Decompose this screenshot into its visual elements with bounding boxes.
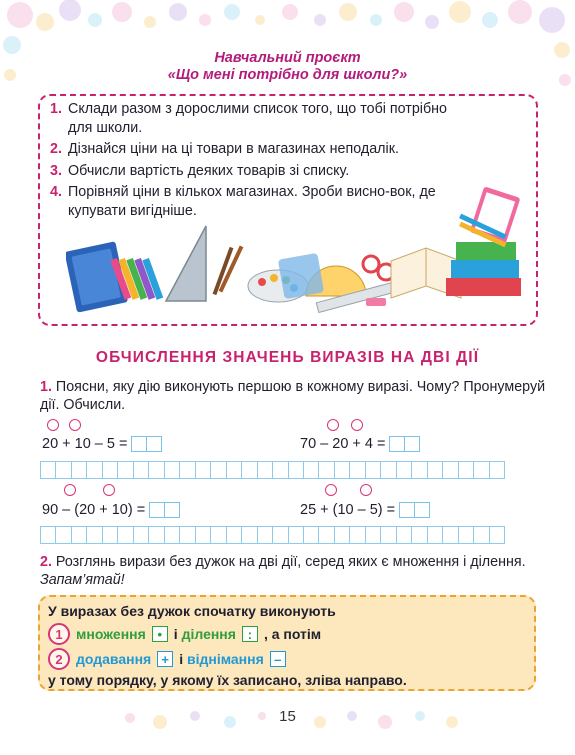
grid-cell[interactable] — [195, 461, 211, 479]
grid-cell[interactable] — [272, 461, 288, 479]
task-item — [50, 140, 470, 159]
grid-cell[interactable] — [40, 526, 56, 544]
section-title: ОБЧИСЛЕННЯ ЗНАЧЕНЬ ВИРАЗІВ НА ДВІ ДІЇ — [95, 349, 480, 366]
exercise-number: 2. — [40, 554, 52, 570]
grid-cell[interactable] — [241, 461, 257, 479]
grid-cell[interactable] — [427, 461, 443, 479]
action-order-circle[interactable] — [47, 419, 59, 431]
page-number: 15 — [279, 708, 296, 725]
expression — [300, 502, 429, 518]
grid-cell[interactable] — [226, 526, 242, 544]
grid-cell[interactable] — [303, 461, 319, 479]
books-stack-icon — [446, 242, 521, 296]
grid-cell[interactable] — [148, 461, 164, 479]
grid-cell[interactable] — [288, 461, 304, 479]
answer-grid[interactable] — [40, 526, 534, 544]
addition-sign-icon: + — [157, 651, 173, 667]
grid-cell[interactable] — [365, 526, 381, 544]
grid-cell[interactable] — [380, 461, 396, 479]
grid-cell[interactable] — [71, 526, 87, 544]
grid-cell[interactable] — [102, 461, 118, 479]
project-title-line1: Навчальний проєкт — [214, 50, 361, 66]
expression — [42, 502, 179, 518]
expression-text: 70 – 20 + 4 = — [300, 436, 386, 452]
expression-text: 90 – (20 + 10) = — [42, 502, 146, 518]
exercise-text: Поясни, яку дію виконують першою в кожному виразі. Чому? Пронумеруй дії. Обчисли. — [40, 379, 546, 413]
action-order-circle[interactable] — [69, 419, 81, 431]
eraser-icon — [366, 298, 386, 306]
grid-cell[interactable] — [55, 526, 71, 544]
answer-field[interactable] — [149, 502, 179, 518]
exercise-2-prompt — [40, 553, 560, 589]
grid-cell[interactable] — [489, 526, 505, 544]
grid-cell[interactable] — [164, 526, 180, 544]
task-number: 1. — [50, 101, 62, 117]
grid-cell[interactable] — [241, 526, 257, 544]
task-number: 2. — [50, 141, 62, 157]
grid-cell[interactable] — [458, 526, 474, 544]
grid-cell[interactable] — [195, 526, 211, 544]
grid-cell[interactable] — [411, 526, 427, 544]
grid-cell[interactable] — [179, 526, 195, 544]
grid-cell[interactable] — [40, 461, 56, 479]
rule-then: , а потім — [263, 626, 322, 642]
multiplication-label: множення — [76, 626, 146, 642]
task-item — [50, 162, 470, 181]
grid-cell[interactable] — [164, 461, 180, 479]
grid-cell[interactable] — [257, 461, 273, 479]
action-order-circle[interactable] — [360, 484, 372, 496]
grid-cell[interactable] — [71, 461, 87, 479]
grid-cell[interactable] — [210, 461, 226, 479]
rule-step-2 — [48, 648, 292, 670]
grid-cell[interactable] — [380, 526, 396, 544]
action-order-circle[interactable] — [351, 419, 363, 431]
school-supplies-illustration — [66, 186, 526, 316]
grid-cell[interactable] — [210, 526, 226, 544]
spiral-notepad-icon — [470, 186, 521, 243]
grid-cell[interactable] — [349, 461, 365, 479]
action-order-circle[interactable] — [103, 484, 115, 496]
grid-cell[interactable] — [55, 461, 71, 479]
grid-cell[interactable] — [318, 526, 334, 544]
grid-cell[interactable] — [365, 461, 381, 479]
step-number-badge: 1 — [48, 623, 70, 645]
grid-cell[interactable] — [458, 461, 474, 479]
subtraction-label: віднімання — [187, 651, 264, 667]
answer-grid[interactable] — [40, 461, 534, 479]
rule-intro: У виразах без дужок спочатку виконують — [48, 603, 336, 619]
grid-cell[interactable] — [473, 461, 489, 479]
grid-cell[interactable] — [489, 461, 505, 479]
grid-cell[interactable] — [148, 526, 164, 544]
grid-cell[interactable] — [86, 461, 102, 479]
conjunction: і — [173, 626, 178, 642]
task-item — [50, 100, 470, 137]
grid-cell[interactable] — [396, 461, 412, 479]
task-text: Обчисли вартість деяких товарів зі списку. — [68, 162, 350, 179]
answer-field[interactable] — [399, 502, 429, 518]
expression — [42, 436, 161, 452]
grid-cell[interactable] — [442, 526, 458, 544]
grid-cell[interactable] — [86, 526, 102, 544]
task-text: Склади разом з дорослими список того, що тобі потрібно для школи. — [68, 101, 447, 136]
grid-cell[interactable] — [117, 526, 133, 544]
step-number-badge: 2 — [48, 648, 70, 670]
addition-label: додавання — [76, 651, 152, 667]
grid-cell[interactable] — [411, 461, 427, 479]
project-title — [0, 50, 575, 84]
division-label: ділення — [181, 626, 236, 642]
grid-cell[interactable] — [117, 461, 133, 479]
conjunction: і — [179, 651, 184, 667]
grid-cell[interactable] — [303, 526, 319, 544]
rule-step-1 — [48, 623, 321, 645]
grid-cell[interactable] — [179, 461, 195, 479]
expression-text: 25 + (10 – 5) = — [300, 502, 396, 518]
grid-cell[interactable] — [334, 461, 350, 479]
expression — [300, 436, 419, 452]
set-square-icon — [166, 226, 206, 301]
grid-cell[interactable] — [349, 526, 365, 544]
scissors-icon — [363, 256, 394, 280]
exercise-number: 1. — [40, 379, 52, 395]
exercise-text: Розглянь вирази без дужок на дві дії, серед яких є множення і ділення. — [55, 554, 526, 570]
action-order-circle[interactable] — [325, 484, 337, 496]
task-number: 4. — [50, 184, 62, 200]
answer-field[interactable] — [389, 436, 419, 452]
grid-cell[interactable] — [272, 526, 288, 544]
task-text: Дізнайся ціни на ці товари в магазинах неподалік. — [68, 141, 399, 157]
grid-cell[interactable] — [427, 526, 443, 544]
subtraction-sign-icon: – — [270, 651, 286, 667]
grid-cell[interactable] — [288, 526, 304, 544]
grid-cell[interactable] — [442, 461, 458, 479]
protractor-icon — [278, 253, 366, 299]
grid-cell[interactable] — [396, 526, 412, 544]
rule-outro: у тому порядку, у якому їх записано, зліва направо. — [48, 672, 407, 688]
grid-cell[interactable] — [133, 461, 149, 479]
action-order-circle[interactable] — [327, 419, 339, 431]
grid-cell[interactable] — [318, 461, 334, 479]
answer-field[interactable] — [131, 436, 161, 452]
grid-cell[interactable] — [334, 526, 350, 544]
exercise-1-prompt — [40, 378, 560, 414]
brush-icon — [213, 245, 244, 295]
grid-cell[interactable] — [133, 526, 149, 544]
exercise-note: Запам’ятай! — [40, 572, 125, 588]
grid-cell[interactable] — [226, 461, 242, 479]
grid-cell[interactable] — [102, 526, 118, 544]
project-title-line2: «Що мені потрібно для школи?» — [167, 67, 408, 83]
task-text: Порівняй ціни в кількох магазинах. Зроби висно-вок, де купувати вигідніше. — [68, 184, 436, 219]
expression-text: 20 + 10 – 5 = — [42, 436, 128, 452]
division-sign-icon: : — [242, 626, 258, 642]
multiplication-sign-icon: • — [152, 626, 168, 642]
grid-cell[interactable] — [257, 526, 273, 544]
task-number: 3. — [50, 162, 62, 179]
grid-cell[interactable] — [473, 526, 489, 544]
action-order-circle[interactable] — [64, 484, 76, 496]
